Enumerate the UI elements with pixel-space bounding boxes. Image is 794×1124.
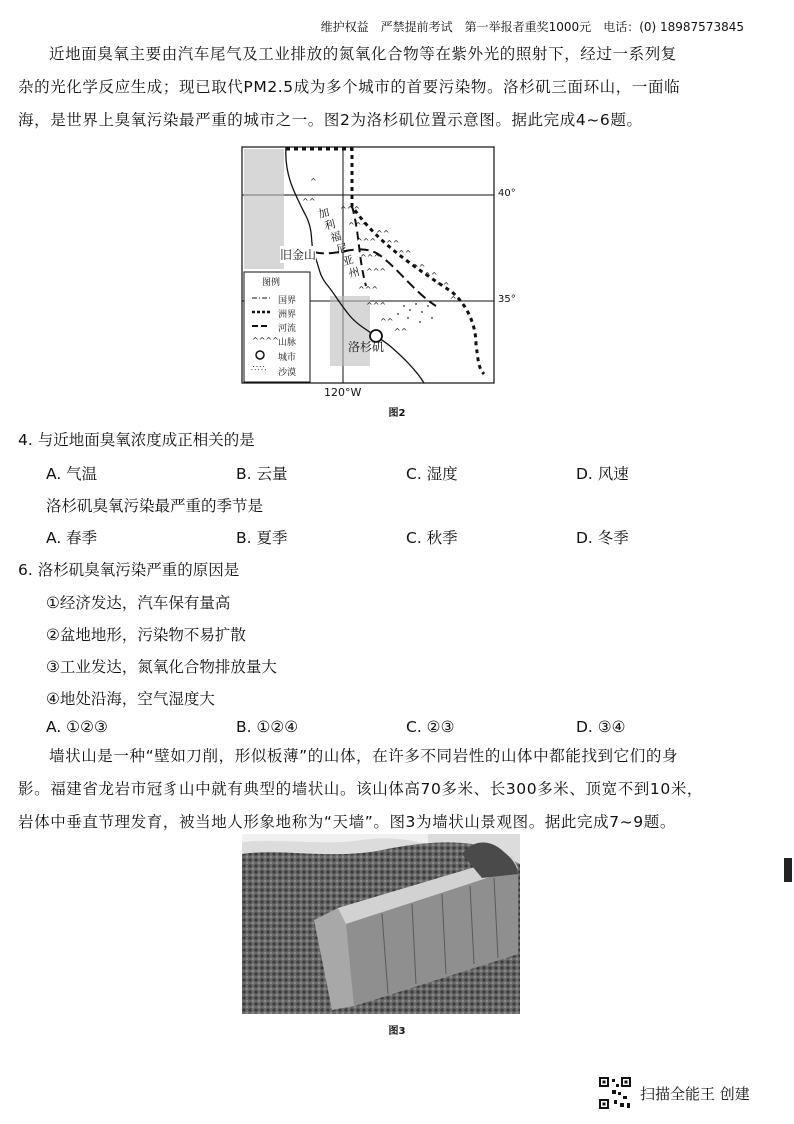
state-label-char: 亚 [341,253,355,269]
passage-line: 墙状山是一种“壁如刀削，形似板薄”的山体，在许多不同岩性的山体中都能找到它们的身 [49,747,679,765]
svg-text:^^^: ^^^ [366,301,387,310]
svg-text:^^^: ^^^ [348,221,369,230]
svg-text:^^: ^^ [424,271,438,280]
la-location-map [240,146,530,406]
scanner-watermark [598,1076,750,1110]
q6-option-d: D. ③④ [576,718,626,736]
q6-statement-1: ①经济发达，汽车保有量高 [46,594,231,612]
legend-item-river: 河流 [278,324,297,334]
legend-item-mountain: 山脉 [278,338,297,348]
lat-label-40: 40° [498,188,516,199]
svg-text:^^: ^^ [394,327,408,336]
lat-label-35: 35° [498,294,516,305]
svg-text:^^^: ^^^ [340,205,361,214]
question-4-stem: 4. 与近地面臭氧浓度成正相关的是 [18,431,255,449]
svg-text:^^: ^^ [380,317,394,326]
q6-statement-3: ③工业发达，氮氧化合物排放量大 [46,658,277,676]
svg-text:^: ^ [450,295,457,304]
figure-3-caption: 图3 [388,1026,406,1037]
city-label-los-angeles: 洛杉矶 [348,340,385,354]
svg-text:^^: ^^ [436,281,450,290]
svg-text:^^^^: ^^^^ [252,336,279,345]
svg-text:^: ^ [310,177,317,186]
svg-text:^^: ^^ [302,197,316,206]
q6-option-b: B. ①②④ [236,718,299,736]
lon-label: 120°W [324,386,362,399]
svg-text:^^: ^^ [376,229,390,238]
state-label-char: 州 [347,265,362,281]
svg-text:^^^: ^^^ [366,267,387,276]
q6-statement-4: ④地处沿海，空气湿度大 [46,690,215,708]
wall-mountain-photo [242,834,520,1014]
legend-item-border: 国界 [278,296,297,306]
state-label-char: 利 [323,217,337,233]
q6-option-a: A. ①②③ [46,718,108,736]
q4-option-d: D. 风速 [576,465,629,483]
svg-text:^^^: ^^^ [356,237,377,246]
passage-wall-mountain [18,740,774,839]
map-legend [244,272,310,382]
passage-ozone [18,38,774,137]
passage-line: 近地面臭氧主要由汽车尾气及工业排放的氮氧化合物等在紫外光的照射下，经过一系列复 [49,45,677,63]
state-label-char: 加 [316,205,331,221]
state-label-char: 尼 [335,241,349,257]
q5-option-c: C. 秋季 [406,529,458,547]
q4-option-c: C. 湿度 [406,465,458,483]
q4-option-b: B. 云量 [236,465,288,483]
svg-text:^^: ^^ [386,239,400,248]
q5-option-d: D. 冬季 [576,529,629,547]
passage-line: 海，是世界上臭氧污染最严重的城市之一。图2为洛杉矶位置示意图。据此完成4~6题。 [18,111,643,129]
passage-line: 影。福建省龙岩市冠豸山中就有典型的墙状山。该山体高70多米、长300多米、顶宽不到10米， [18,780,704,798]
svg-text:^^^: ^^^ [360,253,381,262]
qr-code-icon [598,1076,632,1110]
legend-item-city: 城市 [278,353,297,363]
svg-text:∴∵∴: ∴∵∴ [251,364,267,373]
scan-edge-mark [784,858,792,882]
passage-line: 杂的光化学反应生成；现已取代PM2.5成为多个城市的首要污染物。洛杉矶三面环山，一面临 [18,78,681,96]
scanner-brand-text: 扫描全能王 创建 [640,1084,750,1103]
q6-statement-2: ②盆地地形，污染物不易扩散 [46,626,246,644]
q6-option-c: C. ②③ [406,718,455,736]
question-6-stem: 6. 洛杉矶臭氧污染严重的原因是 [18,561,240,579]
svg-text:^^: ^^ [412,263,426,272]
state-label-char: 福 [329,229,343,245]
question-5-stem: 洛杉矶臭氧污染最严重的季节是 [46,497,264,515]
legend-title: 图例 [262,278,281,288]
legend-item-desert: 沙漠 [278,368,297,378]
legend-item-state-border: 洲界 [278,310,297,320]
svg-text:^^^: ^^^ [358,285,379,294]
header-notice: 维护权益 严禁提前考试 第一举报者重奖1000元 电话：(0) 18987573845 [320,20,744,34]
q5-option-b: B. 夏季 [236,529,288,547]
q5-option-a: A. 春季 [46,529,98,547]
city-label-san-francisco: 旧金山 [280,248,317,262]
figure-2-caption: 图2 [388,408,406,419]
passage-line: 岩体中垂直节理发育，被当地人形象地称为“天墙”。图3为墙状山景观图。据此完成7~9题。 [18,813,676,831]
q4-option-a: A. 气温 [46,465,98,483]
svg-text:^^: ^^ [398,249,412,258]
